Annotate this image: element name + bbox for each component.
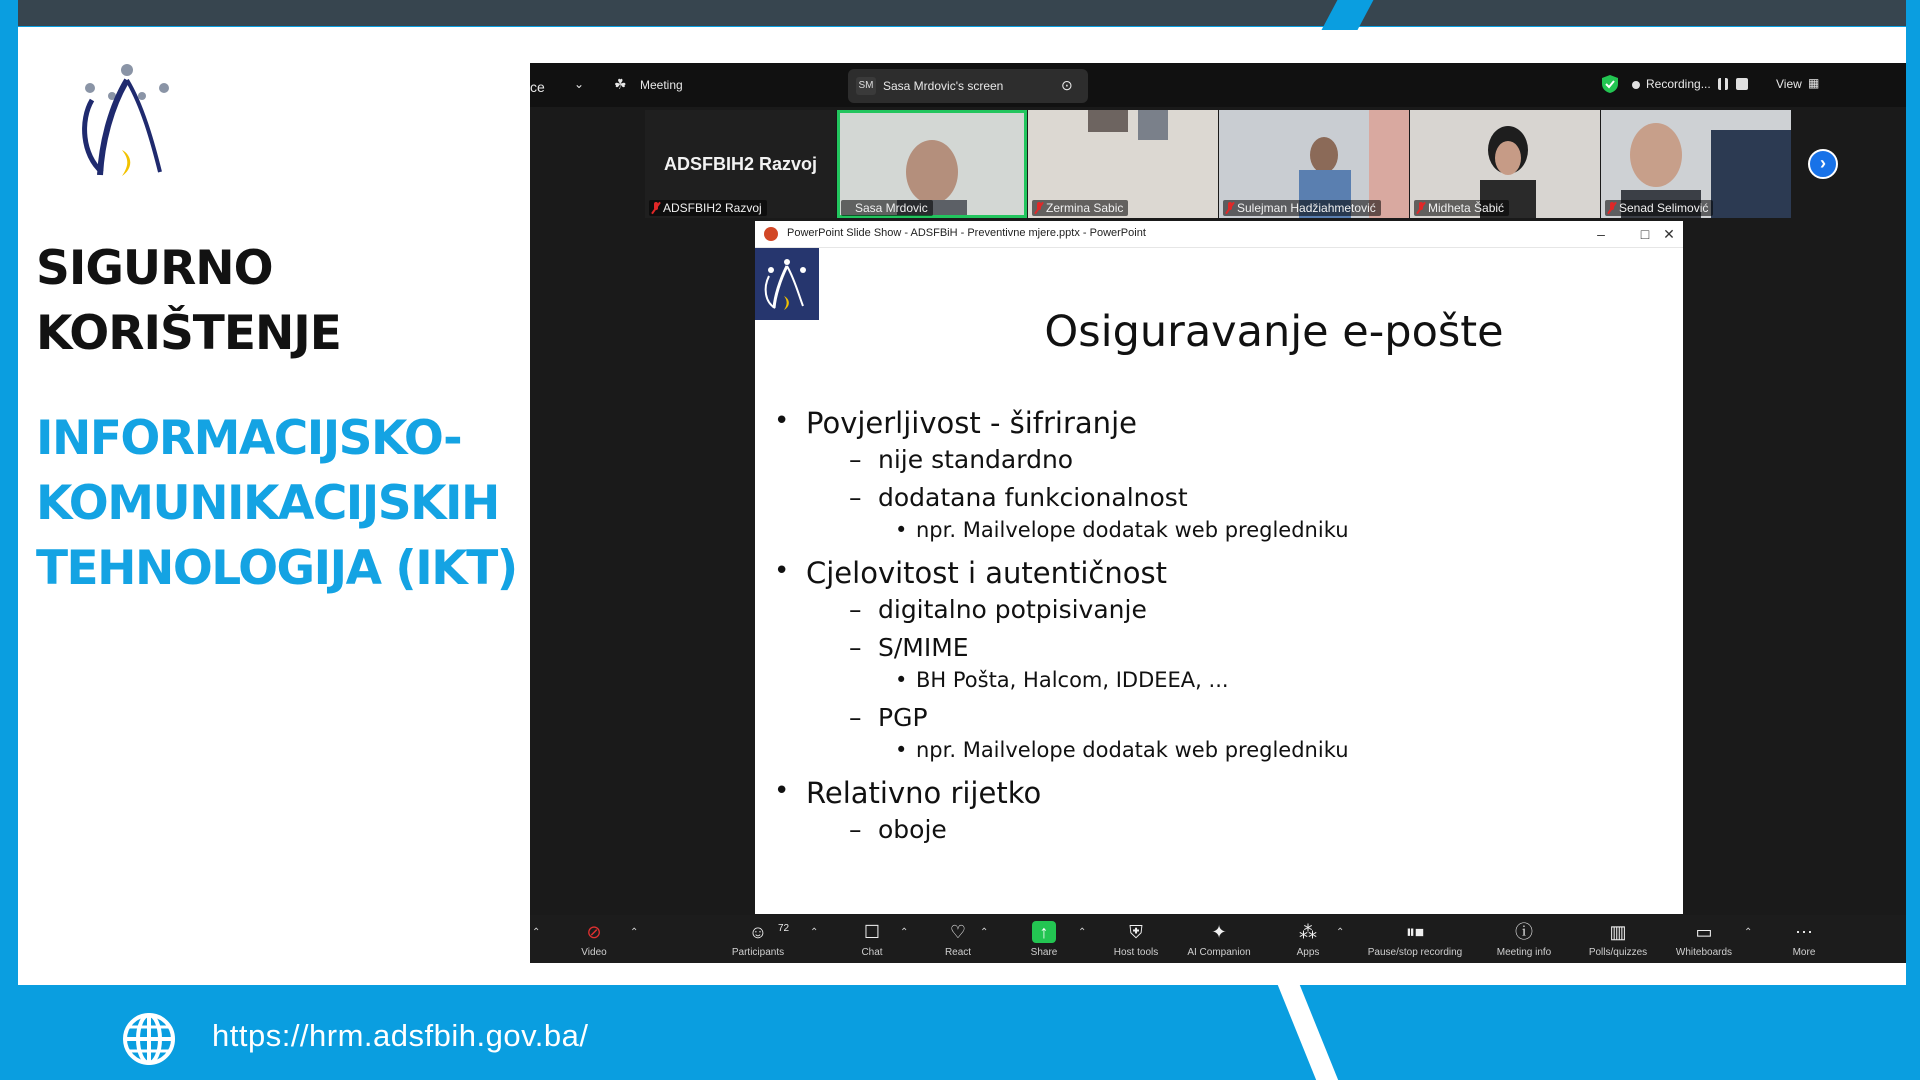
participant-name: ADSFBIH2 Razvoj xyxy=(649,200,767,216)
participant-tile[interactable] xyxy=(1219,110,1409,218)
react-button[interactable]: ♡ React xyxy=(944,922,972,958)
whiteboards-button[interactable]: ▭ Whiteboards xyxy=(1675,922,1733,958)
slide-bullet: – dodatana funkcionalnost xyxy=(878,483,1188,512)
next-participants-button[interactable]: › xyxy=(1808,149,1838,179)
participant-display-name: ADSFBIH2 Razvoj xyxy=(663,154,818,174)
slide-bullet: – oboje xyxy=(878,815,947,844)
top-dark-band xyxy=(18,0,1906,26)
caret-up-icon[interactable]: ⌃ xyxy=(980,927,989,938)
slide-bullet: – PGP xyxy=(878,703,928,732)
recording-label[interactable]: Recording... xyxy=(1646,77,1711,91)
screen-share-pill[interactable] xyxy=(848,69,1088,103)
zoom-toolbar xyxy=(530,915,1906,963)
video-off-icon: ⊘ xyxy=(586,922,602,942)
meeting-people-icon: ☘ xyxy=(614,76,627,92)
more-options-icon[interactable]: ⊙ xyxy=(1061,77,1073,93)
participants-button[interactable]: ☺ Participants xyxy=(731,922,785,958)
apps-icon: ⁂ xyxy=(1299,922,1317,942)
chat-icon: ☐ xyxy=(863,922,881,942)
view-grid-icon[interactable]: ▦ xyxy=(1808,76,1820,90)
globe-icon xyxy=(122,1012,176,1066)
heart-icon: ♡ xyxy=(949,922,967,942)
slide-bullet: • npr. Mailvelope dodatak web pregledniku xyxy=(916,738,1349,762)
security-shield-icon xyxy=(1602,75,1618,93)
meeting-info-button[interactable]: ⓘ Meeting info xyxy=(1496,922,1552,958)
slide-bullet: – digitalno potpisivanje xyxy=(878,595,1147,624)
participant-name: Sulejman Hadžiahmetović xyxy=(1223,200,1381,216)
shield-icon: ⛨ xyxy=(1129,922,1143,942)
title-line: KORIŠTENJE xyxy=(36,306,341,361)
more-button[interactable]: ⋯ More xyxy=(1792,922,1816,958)
whiteboard-icon: ▭ xyxy=(1695,922,1713,942)
participant-tile[interactable] xyxy=(837,110,1027,218)
caret-up-icon[interactable]: ⌃ xyxy=(1744,927,1753,938)
participant-tile[interactable] xyxy=(645,110,836,218)
title-line: KOMUNIKACIJSKIH xyxy=(36,476,499,531)
title-line: SIGURNO xyxy=(36,241,273,296)
powerpoint-title-bar xyxy=(755,221,1683,248)
participant-tile[interactable] xyxy=(1410,110,1600,218)
chevron-down-icon[interactable]: ⌄ xyxy=(574,77,585,91)
share-arrow-icon: ↑ xyxy=(1032,921,1056,943)
slide-heading: Osiguravanje e-pošte xyxy=(1044,307,1504,357)
pause-recording-icon[interactable] xyxy=(1718,78,1728,90)
footer-url[interactable]: https://hrm.adsfbih.gov.ba/ xyxy=(212,1018,589,1053)
meeting-label[interactable]: Meeting xyxy=(640,78,683,92)
more-dots-icon: ⋯ xyxy=(1795,922,1813,942)
top-partial-label: ce xyxy=(530,79,545,95)
mic-muted-icon xyxy=(1035,202,1043,214)
adsfbih-logo xyxy=(72,60,182,180)
host-tools-button[interactable]: ⛨ Host tools xyxy=(1113,922,1159,958)
right-accent-band xyxy=(1906,0,1920,1080)
slide-bullet: • Povjerljivost - šifriranje xyxy=(806,406,1137,440)
bar-chart-icon: ▥ xyxy=(1609,922,1627,942)
participant-name: Midheta Šabić xyxy=(1414,200,1509,216)
close-icon[interactable]: ✕ xyxy=(1663,226,1675,242)
screen-share-label: Sasa Mrdovic's screen xyxy=(883,79,1004,93)
zoom-meeting-window xyxy=(530,63,1906,963)
pause-stop-recording-button[interactable]: ⏸⏹ Pause/stop recording xyxy=(1367,922,1463,958)
participants-count: 72 xyxy=(778,923,790,934)
mic-muted-icon xyxy=(652,202,660,214)
view-button[interactable]: View xyxy=(1776,77,1802,91)
participant-name: Zermina Sabic xyxy=(1032,200,1128,216)
title-line: INFORMACIJSKO- xyxy=(36,411,462,466)
footer-slash xyxy=(1274,985,1349,1080)
title-line: TEHNOLOGIJA (IKT) xyxy=(36,541,517,596)
ai-companion-button[interactable]: ✦ AI Companion xyxy=(1187,922,1251,958)
participant-name: Senad Selimović xyxy=(1605,200,1713,216)
participant-tile[interactable] xyxy=(1601,110,1791,218)
caret-up-icon[interactable]: ⌃ xyxy=(900,927,909,938)
minimize-icon[interactable]: – xyxy=(1597,226,1605,242)
slide-bullet: • npr. Mailvelope dodatak web pregledniku xyxy=(916,518,1349,542)
participant-tile[interactable] xyxy=(1028,110,1218,218)
powerpoint-icon xyxy=(764,227,778,241)
recording-dot-icon xyxy=(1632,81,1640,89)
slide-title-dark xyxy=(36,236,341,366)
polls-button[interactable]: ▥ Polls/quizzes xyxy=(1588,922,1648,958)
apps-button[interactable]: ⁂ Apps xyxy=(1296,922,1320,958)
mic-muted-icon xyxy=(1226,202,1234,214)
chat-button[interactable]: ☐ Chat xyxy=(861,922,883,958)
sharer-avatar: SM xyxy=(856,77,876,95)
info-icon: ⓘ xyxy=(1515,922,1533,942)
powerpoint-window xyxy=(755,221,1683,914)
pause-stop-icon: ⏸⏹ xyxy=(1406,922,1424,942)
left-accent-band xyxy=(0,0,18,1080)
sparkle-icon: ✦ xyxy=(1211,922,1227,942)
slide-bullet: – nije standardno xyxy=(878,445,1073,474)
caret-up-icon[interactable]: ⌃ xyxy=(810,927,819,938)
participants-icon: ☺ xyxy=(748,922,768,942)
maximize-icon[interactable]: □ xyxy=(1640,226,1650,242)
slide-bullet: • Relativno rijetko xyxy=(806,776,1041,810)
caret-up-icon[interactable]: ⌃ xyxy=(630,927,639,938)
mic-muted-icon xyxy=(1417,202,1425,214)
participant-name: Sasa Mrdovic xyxy=(841,200,933,216)
zoom-top-bar xyxy=(530,63,1906,107)
caret-up-icon[interactable]: ⌃ xyxy=(1336,927,1345,938)
share-button[interactable]: ↑ Share xyxy=(1030,922,1058,958)
slide-title-blue xyxy=(36,406,517,601)
mic-muted-icon xyxy=(1608,202,1616,214)
caret-up-icon[interactable]: ⌃ xyxy=(1078,927,1087,938)
slide-bullet: – S/MIME xyxy=(878,633,969,662)
slide-bullet: • Cjelovitost i autentičnost xyxy=(806,556,1167,590)
slide-bullet: • BH Pošta, Halcom, IDDEEA, ... xyxy=(916,668,1229,692)
stop-recording-icon[interactable] xyxy=(1736,78,1748,90)
powerpoint-window-title: PowerPoint Slide Show - ADSFBiH - Preventivne mjere.pptx - PowerPoint xyxy=(787,227,1146,239)
video-button[interactable]: ⊘ Video xyxy=(581,922,607,958)
caret-up-icon[interactable]: ⌃ xyxy=(532,927,541,938)
